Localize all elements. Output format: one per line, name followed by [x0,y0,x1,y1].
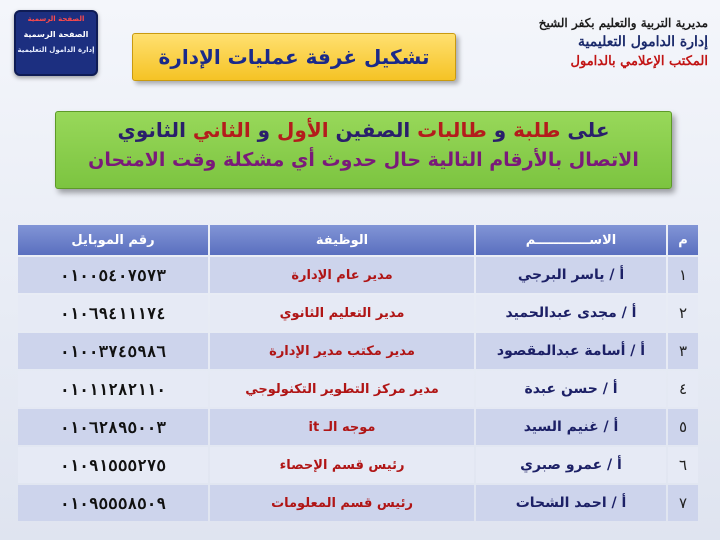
row-num: ٢ [668,295,698,331]
notice-highlight: الأول [277,118,329,142]
row-job: موجه الـ it [210,409,474,445]
notice-text: و [486,118,514,142]
page-title: تشكيل غرفة عمليات الإدارة [158,45,430,69]
row-num: ٥ [668,409,698,445]
row-job: رئيس قسم المعلومات [210,485,474,521]
notice-line-2: الاتصال بالأرقام التالية حال حدوث أي مشكلة وقت الامتحان [88,149,639,171]
header-mobile: رقم الموبايل [18,225,208,255]
organization-header [539,14,708,71]
row-job: مدير مركز التطوير التكنولوجي [210,371,474,407]
table-row [18,409,698,445]
row-name: أ / حسن عبدة [476,371,666,407]
org-line-directorate: مديرية التربية والتعليم بكفر الشيخ [538,16,708,30]
row-name: أ / مجدى عبدالحميد [476,295,666,331]
notice-highlight: طلبة [513,118,561,142]
logo-top-text: الصفحة الرسمية [27,15,85,23]
table-row [18,371,698,407]
row-job: مدير التعليم الثانوي [210,295,474,331]
row-num: ٦ [668,447,698,483]
row-name: أ / عمرو صبري [476,447,666,483]
header-job: الوظيفة [210,225,474,255]
row-job: رئيس قسم الإحصاء [210,447,474,483]
logo-badge [14,10,98,76]
table-row [18,295,698,331]
row-name: أ / احمد الشحات [476,485,666,521]
header-name: الاســــــــــــم [476,225,666,255]
contacts-table [18,225,698,523]
row-mobile: ٠١٠٠٣٧٤٥٩٨٦ [18,333,208,369]
row-name: أ / ياسر البرجي [476,257,666,293]
notice-line-1 [56,118,671,142]
row-num: ٤ [668,371,698,407]
org-line-administration: إدارة الدامول التعليمية [578,34,708,50]
logo-bottom-text: إدارة الدامول التعليمية [17,46,95,54]
notice-highlight: الثاني [192,118,251,142]
row-name: أ / أسامة عبدالمقصود [476,333,666,369]
notice-banner [55,111,672,189]
org-line-media-office: المكتب الإعلامي بالدامول [570,54,708,69]
row-num: ١ [668,257,698,293]
notice-text: الثانوي [117,118,193,142]
row-mobile: ٠١٠٩١٥٥٥٢٧٥ [18,447,208,483]
row-mobile: ٠١٠٠٥٤٠٧٥٧٣ [18,257,208,293]
page-title-box [132,33,456,81]
row-mobile: ٠١٠٦٢٨٩٥٠٠٣ [18,409,208,445]
table-header-row [18,225,698,255]
row-name: أ / غنيم السيد [476,409,666,445]
notice-text: الصفين [328,118,418,142]
row-job: مدير عام الإدارة [210,257,474,293]
notice-text: على [560,118,610,142]
table-row [18,485,698,521]
row-num: ٧ [668,485,698,521]
table-row [18,257,698,293]
row-mobile: ٠١٠٦٩٤١١١٧٤ [18,295,208,331]
notice-highlight: طالبات [417,118,487,142]
row-mobile: ٠١٠١١٢٨٢١١٠ [18,371,208,407]
table-row [18,447,698,483]
header-num: م [668,225,698,255]
row-mobile: ٠١٠٩٥٥٥٨٥٠٩ [18,485,208,521]
table-row [18,333,698,369]
row-num: ٣ [668,333,698,369]
logo-mid-text: الصفحة الرسمية [23,30,89,39]
row-job: مدير مكتب مدير الإدارة [210,333,474,369]
notice-text: و [250,118,278,142]
